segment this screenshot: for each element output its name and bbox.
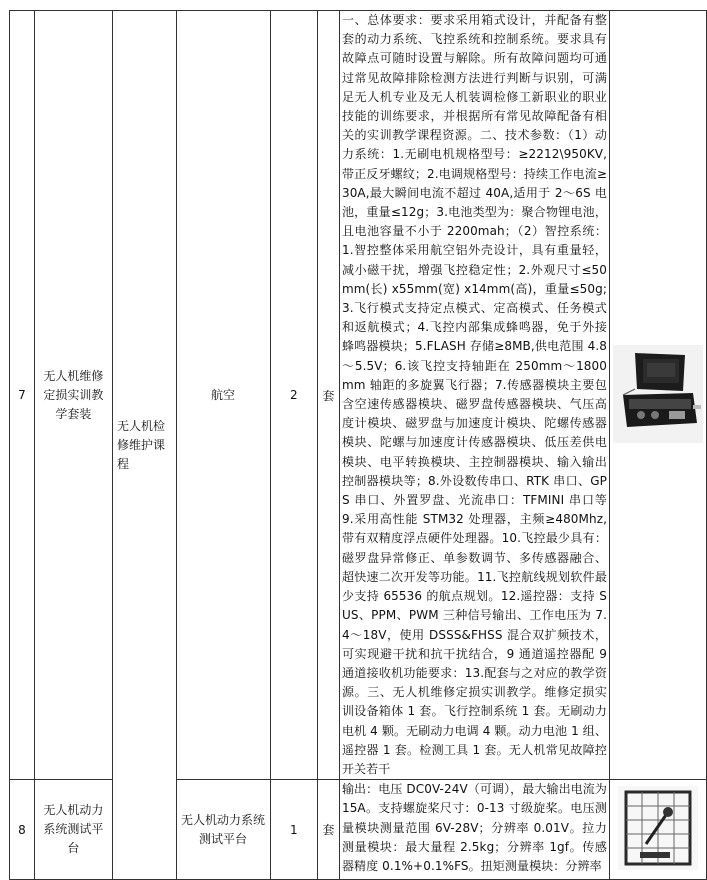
unit-cell: 套 bbox=[318, 11, 340, 780]
product-image-cell bbox=[610, 11, 707, 780]
training-case-image bbox=[613, 345, 703, 443]
row-index: 7 bbox=[10, 11, 35, 780]
row-index: 8 bbox=[10, 780, 35, 880]
course-name: 无人机检修维护课程 bbox=[113, 11, 176, 880]
subject-cell: 航空 bbox=[176, 11, 270, 780]
product-image-cell bbox=[610, 780, 707, 880]
table-row bbox=[10, 11, 707, 780]
quantity-cell: 2 bbox=[270, 11, 318, 780]
spec-text: 一、总体要求：要求采用箱式设计，并配备有整套的动力系统、飞控系统和控制系统。要求具有故障点可随时设置与解除。所有故障问题均可通过常见故障排除检测方法进行判断与识别，可满足无人机专业及无人机装调检修工新职业的职业技能的训练要求，并根据所有常见故障配备有相关的实训教学课程资源。二、技术参数：（1）动力系统：1.无刷电机规格型号：≥2212\950KV,带正反牙螺纹；2.电调规格型号：持续工作电流≥30A,最大瞬间电流不超过 40A,适用于 2～6S 电池，重量≤12g；3.电池类型为：聚合物锂电池，且电池容量不小于 2200mah；（2）智控系统：1.智控整体采用航空铝外壳设计，具有重量轻，减小磁干扰，增强飞控稳定性；2.外观尺寸≤50mm(长) x55mm(宽) x14mm(高)，重量≤50g;3.飞行模式支持定点模式、定高模式、任务模式和返航模式；4.飞控内部集成蜂鸣器，免于外接蜂鸣器模块；5.FLASH 存储≥8MB,供电范围 4.8～5.5V；6.该飞控支持轴距在 250mm～1800mm 轴距的多旋翼飞行器；7.传感器模块主要包含空速传感器模块、磁罗盘传感器模块、气压高度计模块、磁罗盘与加速度计模块、陀螺传感器模块、陀螺与加速度计传感器模块、低压差供电模块、电平转换模块、主控制器模块、输入输出控制器模块等；8.外设数传串口、RTK 串口、GPS 串口、外置罗盘、光流串口：TFMINI 串口等 9.采用高性能 STM32 处理器，主频≥480Mhz,带有双精度浮点硬件处理器。10.飞控最少具有：磁罗盘异常修正、单参数调节、多传感器融合、超快速二次开发等功能。11.飞控航线规划软件最少支持 65536 的航点规划。12.遥控器：支持 SUS、PPM、PWM 三种信号输出、工作电压为 7.4～18V，使用 DSSS&FHSS 混合双扩频技术，可实现避干扰和抗干扰结合，9 通道遥控器配 9 通道接收机功能要求：13.配套与之对应的教学资源。三、无人机维修定损实训教学。维修定损实训设备箱体 1 套。飞行控制系统 1 套。无刷动力电机 4 颗。无刷动力电调 4 颗。动力电池 1 组、遥控器 1 套。检测工具 1 套。无人机常见故障控开关若干 bbox=[339, 11, 609, 780]
equipment-spec-table bbox=[9, 10, 707, 880]
unit-cell: 套 bbox=[318, 780, 340, 880]
product-name: 无人机动力系统测试平台 bbox=[34, 780, 112, 880]
product-name: 无人机维修定损实训教学套装 bbox=[34, 11, 112, 780]
quantity-cell: 1 bbox=[270, 780, 318, 880]
spec-text: 输出：电压 DC0V-24V（可调），最大输出电流为 15A。支持螺旋桨尺寸：0-13 寸级旋桨。电压测量模块测量范围 6V-28V；分辨率 0.01V。拉力测量模块：最大量程 2.5kg；分辨率 1gf。传感器精度 0.1%+0.1%FS。扭矩测量模块：分辨率 bbox=[339, 780, 609, 880]
subject-cell: 无人机动力系统测试平台 bbox=[176, 780, 270, 880]
test-cage-image bbox=[618, 786, 698, 870]
